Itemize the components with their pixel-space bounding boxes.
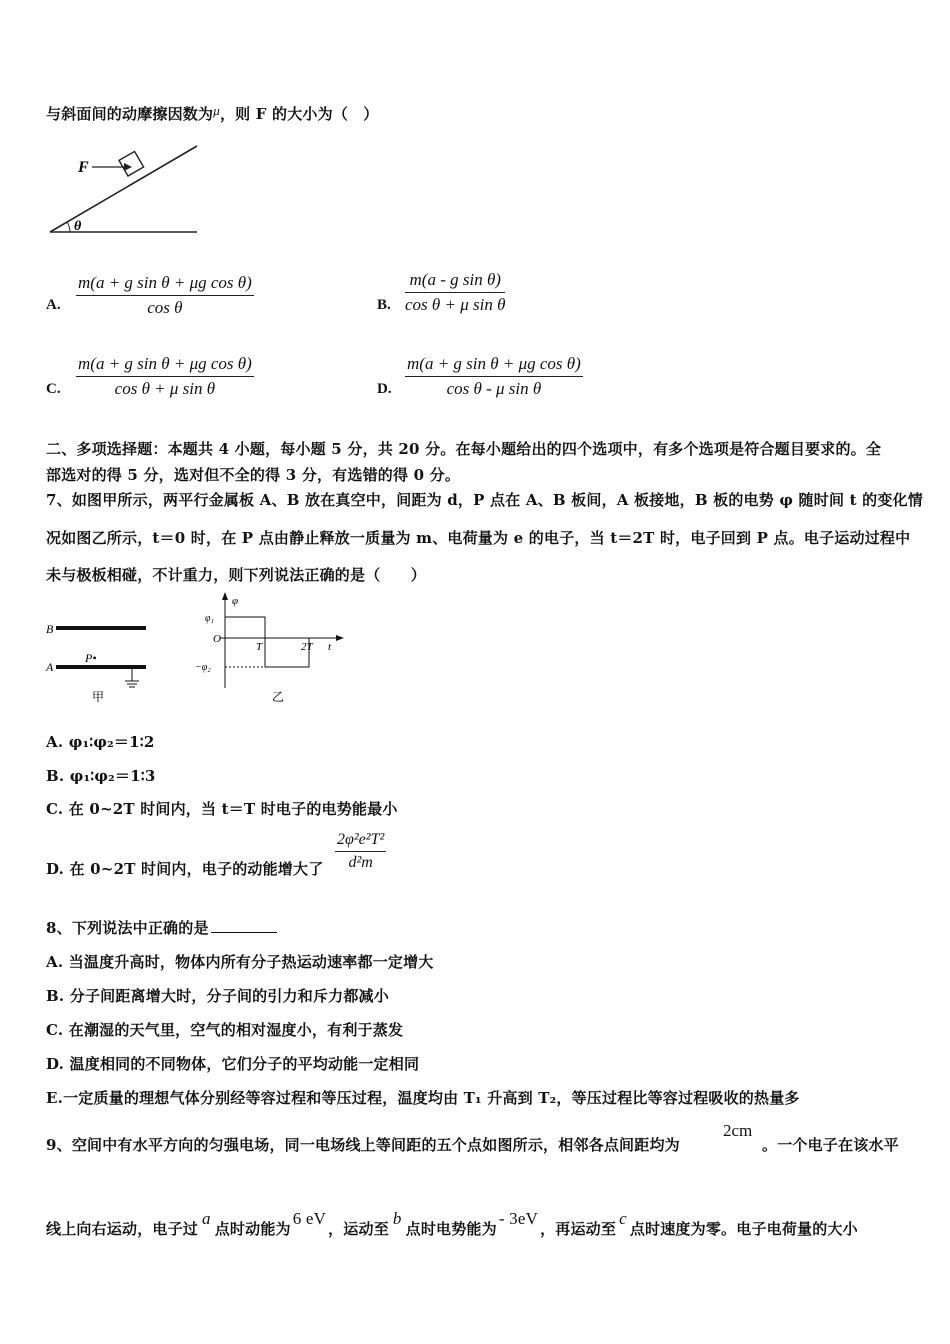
q9-point-b: b	[392, 1209, 402, 1228]
q6-option-d-fraction	[405, 354, 583, 399]
q6-option-a-label: A.	[46, 297, 61, 313]
q9-distance: 2cm	[723, 1121, 753, 1140]
q6-stem-text: 与斜面间的动摩擦因数为	[46, 105, 214, 123]
plate-a-label: A	[46, 660, 54, 674]
q6-d-num: m(a + g sin θ + μg cos θ)	[405, 354, 583, 377]
q9-point-a: a	[202, 1209, 211, 1228]
origin-label: O	[213, 633, 221, 645]
q6-option-c-label: C.	[46, 381, 61, 397]
force-label: F	[78, 159, 89, 176]
q7-d-fraction	[335, 831, 386, 872]
q8-option-b-text: 分子间距离增大时，分子间的引力和斥力都减小	[69, 987, 389, 1005]
q6-stem-tail: ，则 F 的大小为（ ）	[219, 105, 379, 123]
q7-line1: 7、如图甲所示，两平行金属板 A、B 放在真空中，间距为 d，P 点在 A、B 板间，A 板接地，B 板的电势 φ 随时间 t 的变化情	[46, 491, 923, 509]
figure-jia	[40, 605, 160, 705]
q7-option-a	[46, 731, 154, 752]
q7-option-d	[46, 858, 323, 879]
q9-line1-pre: 9、空间中有水平方向的匀强电场，同一电场线上等间距的五个点如图所示，相邻各点间距均为	[46, 1136, 680, 1154]
t2-label: 2T	[301, 641, 313, 653]
figure-yi	[195, 590, 350, 705]
q8-option-d-text: 温度相同的不同物体，它们分子的平均动能一定相同	[69, 1055, 420, 1073]
q8-option-e	[46, 1087, 800, 1108]
q7-option-c	[46, 798, 398, 819]
q7-d-den: d²m	[348, 854, 373, 871]
q9-l2-d: 点时电势能为	[405, 1220, 497, 1238]
q8-option-a	[46, 951, 434, 972]
q8-option-a-label: A.	[46, 953, 64, 971]
section2-line1: 二、多项选择题：本题共 4 小题，每小题 5 分，共 20 分。在每小题给出的四个选项中，有多个选项是符合题目要求的。全	[46, 440, 882, 458]
q9-l2-e: ，再运动至	[540, 1220, 617, 1238]
plate-b-label: B	[46, 622, 54, 636]
q9-l2-b: 点时动能为	[214, 1220, 291, 1238]
q7-line3: 未与极板相碰，不计重力，则下列说法正确的是（ ）	[46, 566, 427, 584]
q7-option-c-label: C.	[46, 800, 64, 818]
plate-b	[56, 626, 146, 630]
q6-option-b-label: B.	[377, 297, 391, 313]
q8-stem-text: 8、下列说法中正确的是	[46, 919, 209, 937]
q8-option-c	[46, 1019, 403, 1040]
q6-option-a-fraction	[76, 273, 254, 318]
q8-option-d	[46, 1053, 419, 1074]
caption-yi: 乙	[272, 690, 285, 704]
section2-line2: 部选对的得 5 分，选对但不全的得 3 分，有选错的得 0 分。	[46, 466, 461, 484]
q6-c-den: cos θ + μ sin θ	[114, 379, 216, 398]
angle-label: θ	[74, 219, 82, 234]
q7-option-b-label: B.	[46, 767, 65, 785]
q7-option-b-text: φ₁∶φ₂＝1∶3	[69, 767, 156, 785]
caption-jia: 甲	[92, 690, 105, 704]
plate-a	[56, 665, 146, 669]
q6-stem-line	[46, 103, 378, 124]
q6-a-num: m(a + g sin θ + μg cos θ)	[76, 273, 254, 296]
q7-d-num: 2φ²e²T²	[335, 831, 386, 852]
q8-option-b	[46, 985, 389, 1006]
point-p: P•	[85, 651, 97, 665]
phi-axis-label: φ	[232, 595, 239, 607]
q7-option-d-label: D.	[46, 860, 65, 878]
t1-label: T	[256, 641, 263, 653]
block	[119, 151, 144, 176]
q8-option-d-label: D.	[46, 1055, 65, 1073]
q9-line1-post: 。一个电子在该水平	[762, 1136, 899, 1154]
q8-stem	[46, 917, 277, 938]
q7-option-d-text: 在 0~2T 时间内，电子的动能增大了	[69, 860, 324, 878]
q6-c-num: m(a + g sin θ + μg cos θ)	[76, 354, 254, 377]
q8-option-e-text: 一定质量的理想气体分别经等容过程和等压过程，温度均由 T₁ 升高到 T₂，等压过程比等容过程吸收的热量多	[63, 1089, 800, 1107]
q6-d-den: cos θ - μ sin θ	[446, 379, 542, 398]
q9-kinetic-energy: 6 eV	[292, 1209, 327, 1228]
phi1-label: φ₁	[205, 613, 215, 624]
q6-option-b-fraction	[405, 270, 505, 315]
q9-potential-energy: - 3eV	[498, 1209, 539, 1228]
q8-option-c-label: C.	[46, 1021, 64, 1039]
q8-option-c-text: 在潮湿的天气里，空气的相对湿度小，有利于蒸发	[68, 1021, 404, 1039]
q9-point-c: c	[619, 1209, 627, 1228]
q8-option-a-text: 当温度升高时，物体内所有分子热运动速率都一定增大	[68, 953, 434, 971]
angle-arc	[67, 222, 70, 232]
q8-option-b-label: B.	[46, 987, 65, 1005]
q7-line2: 况如图乙所示，t＝0 时，在 P 点由静止释放一质量为 m、电荷量为 e 的电子，当 t＝2T 时，电子回到 P 点。电子运动过程中	[46, 529, 911, 547]
q9-l2-a: 线上向右运动，电子过	[46, 1220, 199, 1238]
q6-option-d-label: D.	[377, 381, 392, 397]
q7-option-a-label: A.	[46, 733, 64, 751]
incline-figure	[40, 140, 210, 240]
q7-option-a-text: φ₁∶φ₂＝1∶2	[68, 733, 155, 751]
q9-l2-f: 点时速度为零。电子电荷量的大小	[629, 1220, 858, 1238]
q9-l2-c: ，运动至	[328, 1220, 389, 1238]
q7-option-c-text: 在 0~2T 时间内，当 t＝T 时电子的电势能最小	[68, 800, 398, 818]
q6-option-c-fraction	[76, 354, 254, 399]
t-axis-label: t	[328, 641, 332, 653]
q9-line2	[46, 1209, 858, 1239]
potential-curve	[225, 617, 309, 667]
q6-b-num: m(a - g sin θ)	[405, 270, 505, 293]
q6-b-den: cos θ + μ sin θ	[405, 295, 506, 314]
mu-symbol: μ	[213, 103, 220, 118]
q8-option-e-label: E.	[46, 1089, 64, 1107]
q6-a-den: cos θ	[147, 298, 183, 317]
q8-answer-blank	[211, 931, 277, 933]
q7-option-b	[46, 765, 156, 786]
phi2-label: −φ₂	[195, 662, 211, 673]
